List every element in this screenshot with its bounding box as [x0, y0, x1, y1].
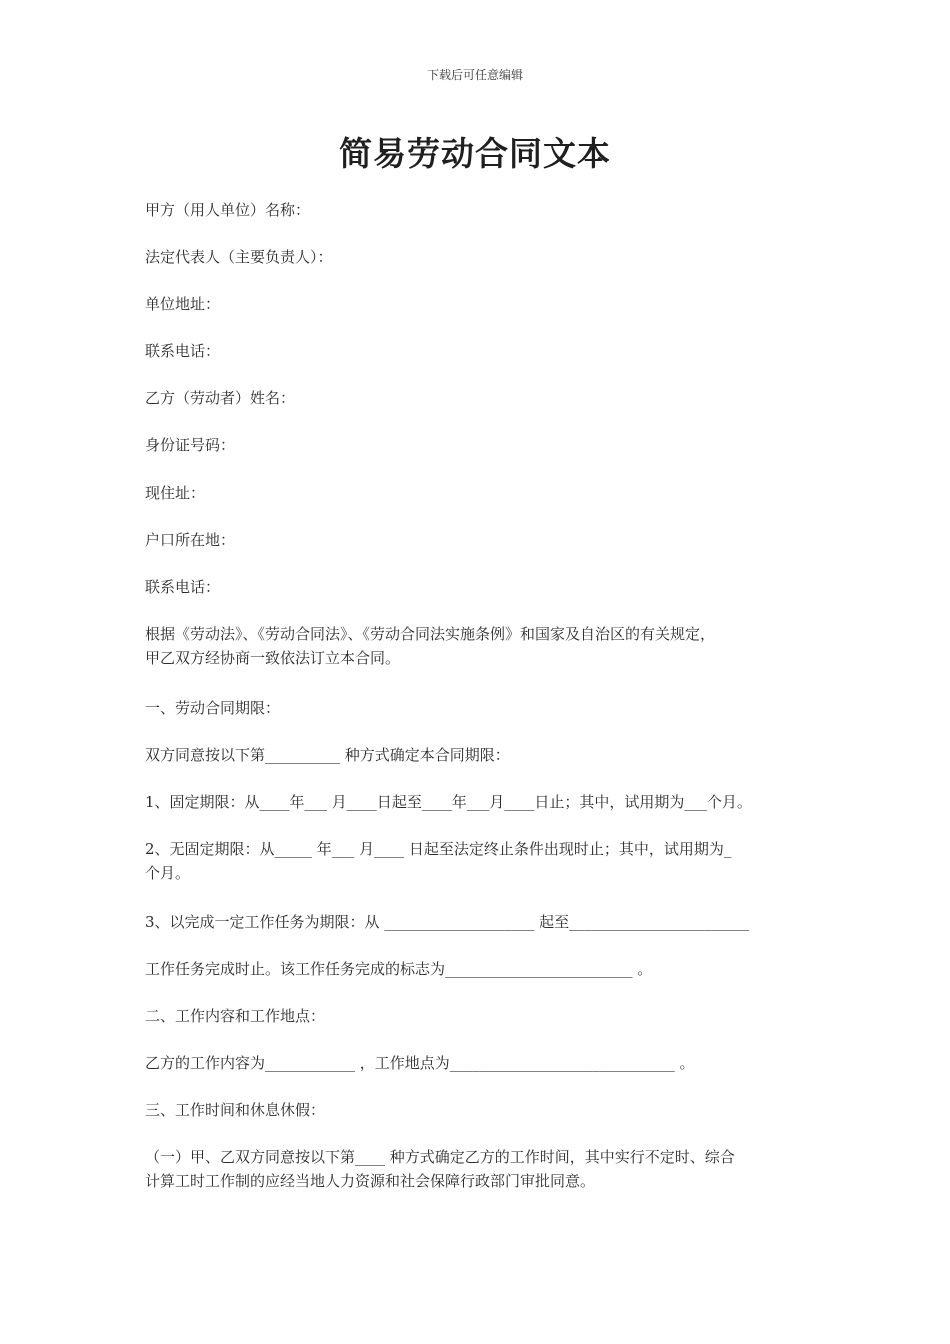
field-phone-a: 联系电话： — [145, 342, 221, 360]
document-title: 简易劳动合同文本 — [339, 134, 611, 173]
section1-heading: 一、劳动合同期限： — [145, 699, 281, 717]
field-phone-b: 联系电话： — [145, 578, 221, 596]
section3-paragraph-1 — [145, 1145, 810, 1193]
section3-p1-line2: 计算工时工作制的应经当地人力资源和社会保障行政部门审批同意。 — [145, 1172, 596, 1190]
section2-heading: 二、工作内容和工作地点： — [145, 1007, 326, 1025]
section1-item2 — [145, 837, 810, 885]
section1-item3-end: 工作任务完成时止。该工作任务完成的标志为_________________________ 。 — [145, 960, 653, 978]
intro-line-2: 甲乙双方经协商一致依法订立本合同。 — [145, 649, 401, 667]
section1-item2-line1: 2、无固定期限：从_____ 年___ 月____ 日起至法定终止条件出现时止；其中，试用期为_ — [145, 840, 732, 858]
field-household-registration: 户口所在地： — [145, 531, 236, 549]
field-legal-representative: 法定代表人（主要负责人）： — [145, 248, 333, 266]
section1-item1: 1、固定期限：从____年___ 月____日起至____年___月____日止；其中，试用期为___个月。 — [145, 793, 752, 811]
intro-line-1: 根据《劳动法》、《劳动合同法》、《劳动合同法实施条例》和国家及自治区的有关规定， — [145, 625, 716, 643]
section1-choice: 双方同意按以下第__________ 种方式确定本合同期限： — [145, 746, 510, 764]
section3-heading: 三、工作时间和休息休假： — [145, 1101, 326, 1119]
section3-p1-line1: （一）甲、乙双方同意按以下第____ 种方式确定乙方的工作时间，其中实行不定时、综合 — [145, 1148, 735, 1166]
field-current-address: 现住址： — [145, 484, 206, 502]
section2-content: 乙方的工作内容为____________ ，工作地点为______________________________ 。 — [145, 1054, 695, 1072]
field-party-b-name: 乙方（劳动者）姓名： — [145, 389, 296, 407]
intro-paragraph — [145, 622, 810, 670]
header-note: 下载后可任意编辑 — [426, 68, 523, 82]
field-party-a-name: 甲方（用人单位）名称： — [145, 201, 311, 219]
field-unit-address: 单位地址： — [145, 295, 221, 313]
section1-item3: 3、以完成一定工作任务为期限：从 ____________________ 起至________________________ — [145, 913, 750, 931]
field-id-number: 身份证号码： — [145, 436, 236, 454]
section1-item2-line2: 个月。 — [145, 864, 191, 882]
